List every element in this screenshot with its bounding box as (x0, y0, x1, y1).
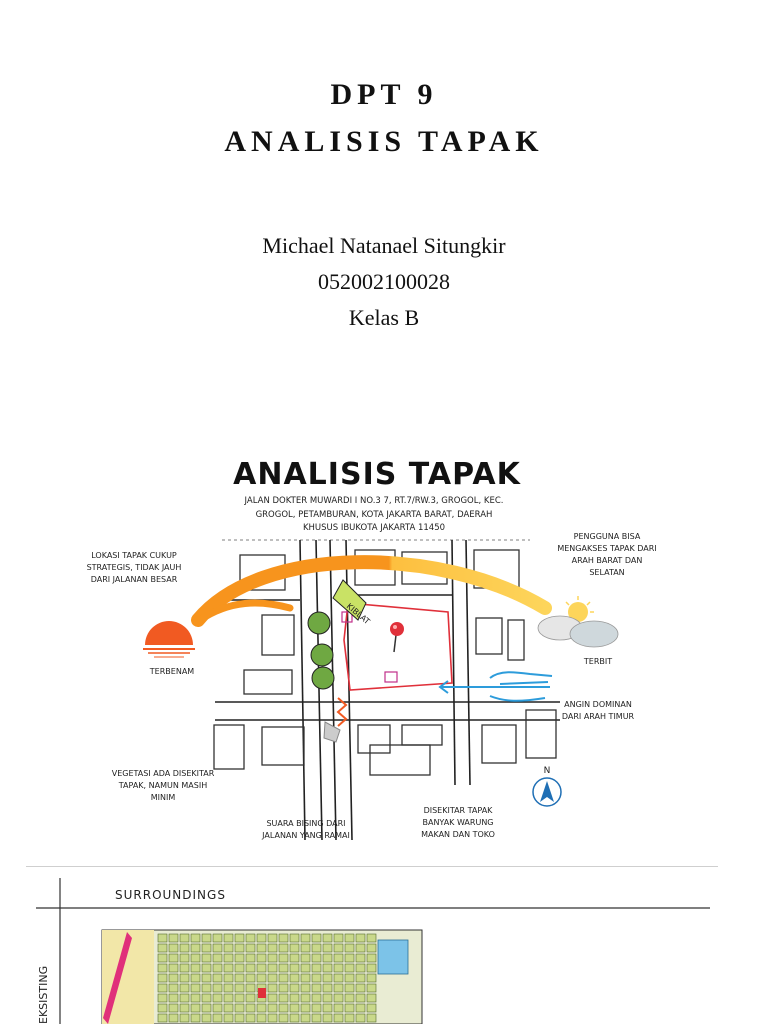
site-entrance-south (385, 672, 397, 682)
map-block (202, 1014, 211, 1022)
map-block (257, 1014, 266, 1022)
map-block (323, 954, 332, 962)
map-block (345, 974, 354, 982)
wind-arrows-icon (440, 672, 552, 701)
map-block (202, 1004, 211, 1012)
map-block (323, 984, 332, 992)
note-lokasi-1: LOKASI TAPAK CUKUP (91, 551, 177, 560)
map-block (268, 974, 277, 982)
map-block (323, 964, 332, 972)
map-block (323, 1004, 332, 1012)
map-block (301, 944, 310, 952)
map-block (290, 994, 299, 1002)
map-block (158, 994, 167, 1002)
map-block (334, 964, 343, 972)
map-block (334, 994, 343, 1002)
map-block (246, 954, 255, 962)
note-pengguna-1: PENGGUNA BISA (573, 532, 641, 541)
map-block (180, 984, 189, 992)
map-block (279, 994, 288, 1002)
map-block (312, 964, 321, 972)
map-block (356, 934, 365, 942)
map-block (169, 934, 178, 942)
map-block (246, 944, 255, 952)
note-disekitar-2: BANYAK WARUNG (422, 818, 494, 827)
map-block (279, 984, 288, 992)
map-block (268, 1014, 277, 1022)
note-vegetasi-3: MINIM (150, 793, 176, 802)
map-block (279, 1004, 288, 1012)
map-block (268, 934, 277, 942)
map-block (257, 964, 266, 972)
map-block (334, 974, 343, 982)
map-block (191, 1014, 200, 1022)
note-vegetasi-1: VEGETASI ADA DISEKITAR (111, 769, 215, 778)
map-block (180, 954, 189, 962)
map-block (323, 934, 332, 942)
map-block (202, 934, 211, 942)
map-block (246, 984, 255, 992)
map-block (312, 1004, 321, 1012)
map-block (334, 944, 343, 952)
note-disekitar-3: MAKAN DAN TOKO (421, 830, 495, 839)
map-block (312, 994, 321, 1002)
map-block (158, 944, 167, 952)
map-block (279, 974, 288, 982)
map-block (279, 964, 288, 972)
map-block (367, 964, 376, 972)
map-block (356, 944, 365, 952)
north-compass-icon (533, 766, 561, 806)
map-block (158, 964, 167, 972)
map-block (290, 954, 299, 962)
map-block (290, 934, 299, 942)
map-block (301, 1004, 310, 1012)
map-block (169, 944, 178, 952)
map-block (224, 974, 233, 982)
map-block (301, 964, 310, 972)
map-block (345, 964, 354, 972)
sunset-icon (143, 621, 195, 657)
note-angin-2: DARI ARAH TIMUR (561, 712, 635, 721)
map-block (312, 954, 321, 962)
map-block (257, 934, 266, 942)
map-block (246, 974, 255, 982)
map-block (235, 934, 244, 942)
map-block (334, 1014, 343, 1022)
map-block (290, 944, 299, 952)
class-label: Kelas B (348, 305, 420, 330)
map-block (235, 974, 244, 982)
map-block (356, 964, 365, 972)
map-block (235, 964, 244, 972)
map-block (268, 964, 277, 972)
page-separator (26, 866, 718, 867)
note-angin-1: ANGIN DOMINAN (564, 700, 632, 709)
map-block (180, 934, 189, 942)
map-block (213, 1014, 222, 1022)
map-block (246, 994, 255, 1002)
map-block (246, 934, 255, 942)
sun-path-arc (198, 562, 545, 620)
map-block (367, 984, 376, 992)
site-analysis-figure (0, 440, 768, 860)
figure-title: ANALISIS TAPAK (233, 457, 521, 492)
map-block (191, 934, 200, 942)
map-block (180, 1004, 189, 1012)
map-block (301, 974, 310, 982)
map-block (202, 994, 211, 1002)
map-block (169, 964, 178, 972)
map-block (356, 954, 365, 962)
surroundings-map-thumbnail (102, 930, 422, 1024)
map-block (312, 974, 321, 982)
sunrise-label: TERBIT (583, 657, 613, 666)
map-block (334, 934, 343, 942)
map-block (334, 1004, 343, 1012)
map-block (213, 934, 222, 942)
map-block (202, 954, 211, 962)
map-block (367, 1014, 376, 1022)
map-block (345, 1004, 354, 1012)
map-block (345, 944, 354, 952)
map-block (213, 984, 222, 992)
map-block (268, 954, 277, 962)
map-block (268, 984, 277, 992)
map-block (312, 944, 321, 952)
map-block (290, 964, 299, 972)
map-block (345, 934, 354, 942)
map-block (367, 1004, 376, 1012)
map-block (180, 964, 189, 972)
map-block (224, 1014, 233, 1022)
note-suara-2: JALANAN YANG RAMAI (262, 831, 350, 840)
map-block (356, 984, 365, 992)
note-pengguna-2: MENGAKSES TAPAK DARI (557, 544, 657, 553)
map-block (191, 944, 200, 952)
north-label: N (543, 766, 551, 776)
map-block (202, 984, 211, 992)
map-block (224, 934, 233, 942)
map-block (158, 984, 167, 992)
map-block (301, 984, 310, 992)
map-block (345, 954, 354, 962)
map-block (158, 974, 167, 982)
map-block (312, 1014, 321, 1022)
map-block (235, 994, 244, 1002)
map-block (334, 984, 343, 992)
tree-icons (308, 612, 334, 689)
map-block (279, 934, 288, 942)
map-block (158, 1014, 167, 1022)
map-block (235, 954, 244, 962)
map-block (235, 1004, 244, 1012)
map-block (180, 974, 189, 982)
map-block (202, 944, 211, 952)
map-block (224, 954, 233, 962)
author-name: Michael Natanael Situngkir (262, 233, 506, 258)
note-pengguna-4: SELATAN (589, 568, 625, 577)
map-block (235, 984, 244, 992)
map-block (191, 954, 200, 962)
map-block (290, 984, 299, 992)
map-block (213, 944, 222, 952)
map-block (334, 954, 343, 962)
map-block (257, 954, 266, 962)
map-block (158, 954, 167, 962)
map-block (301, 934, 310, 942)
note-pengguna-3: ARAH BARAT DAN (571, 556, 643, 565)
map-block (224, 984, 233, 992)
map-block (213, 954, 222, 962)
kiblat-label: KIBLAT (344, 601, 372, 627)
map-block (213, 994, 222, 1002)
map-block (191, 994, 200, 1002)
map-block (290, 1004, 299, 1012)
surroundings-page-preview (0, 868, 768, 1024)
map-block (356, 974, 365, 982)
page-title-line1: DPT 9 (330, 78, 438, 111)
note-vegetasi-2: TAPAK, NAMUN MASIH (118, 781, 208, 790)
map-block (202, 964, 211, 972)
map-block (169, 974, 178, 982)
map-block (290, 1014, 299, 1022)
student-id: 052002100028 (318, 269, 450, 294)
map-block (224, 944, 233, 952)
map-block (312, 984, 321, 992)
map-block (290, 974, 299, 982)
map-block (356, 994, 365, 1002)
map-block (345, 984, 354, 992)
map-block (367, 994, 376, 1002)
surroundings-heading: SURROUNDINGS (115, 888, 226, 902)
map-block (213, 1004, 222, 1012)
map-block (268, 944, 277, 952)
map-block (268, 994, 277, 1002)
map-block (169, 1004, 178, 1012)
note-lokasi-3: DARI JALANAN BESAR (90, 575, 178, 584)
map-block (301, 994, 310, 1002)
map-block (257, 944, 266, 952)
map-block (169, 954, 178, 962)
note-disekitar-1: DISEKITAR TAPAK (423, 806, 493, 815)
map-block (356, 1014, 365, 1022)
map-block (246, 964, 255, 972)
map-block (312, 934, 321, 942)
map-block (169, 1014, 178, 1022)
map-block (268, 1004, 277, 1012)
eksisting-side-label: EKSISTING (37, 965, 50, 1024)
map-block (367, 934, 376, 942)
map-block (191, 964, 200, 972)
map-block (224, 994, 233, 1002)
address-line-3: KHUSUS IBUKOTA JAKARTA 11450 (302, 523, 446, 533)
address-line-2: GROGOL, PETAMBURAN, KOTA JAKARTA BARAT, DAERAH (255, 510, 493, 520)
note-suara-1: SUARA BISING DARI (266, 819, 346, 828)
map-block (345, 1014, 354, 1022)
map-block (356, 1004, 365, 1012)
map-block (367, 944, 376, 952)
map-block (202, 974, 211, 982)
address-line-1: JALAN DOKTER MUWARDI I NO.3 7, RT.7/RW.3, GROGOL, KEC. (244, 496, 504, 506)
map-block (367, 974, 376, 982)
map-block (169, 994, 178, 1002)
map-block (323, 944, 332, 952)
map-block (213, 964, 222, 972)
map-block (235, 944, 244, 952)
map-block (169, 984, 178, 992)
map-block (224, 1004, 233, 1012)
map-block (279, 954, 288, 962)
map-block (246, 1004, 255, 1012)
map-block (235, 1014, 244, 1022)
note-lokasi-2: STRATEGIS, TIDAK JAUH (86, 563, 182, 572)
map-block (257, 974, 266, 982)
map-block (279, 1014, 288, 1022)
map-block (257, 1004, 266, 1012)
map-block (224, 964, 233, 972)
map-block (323, 1014, 332, 1022)
map-block (213, 974, 222, 982)
map-block (191, 1004, 200, 1012)
map-block (246, 1014, 255, 1022)
map-block (180, 944, 189, 952)
map-block (158, 1004, 167, 1012)
map-block (191, 974, 200, 982)
map-block (158, 934, 167, 942)
map-block (301, 954, 310, 962)
map-block (191, 984, 200, 992)
map-block (180, 994, 189, 1002)
sunset-label: TERBENAM (149, 667, 195, 676)
map-block (367, 954, 376, 962)
map-block (345, 994, 354, 1002)
map-block (301, 1014, 310, 1022)
location-pin-icon (390, 622, 404, 652)
map-block (323, 994, 332, 1002)
map-block (180, 1014, 189, 1022)
map-block (279, 944, 288, 952)
page-title-line2: ANALISIS TAPAK (224, 125, 544, 158)
map-block (323, 974, 332, 982)
